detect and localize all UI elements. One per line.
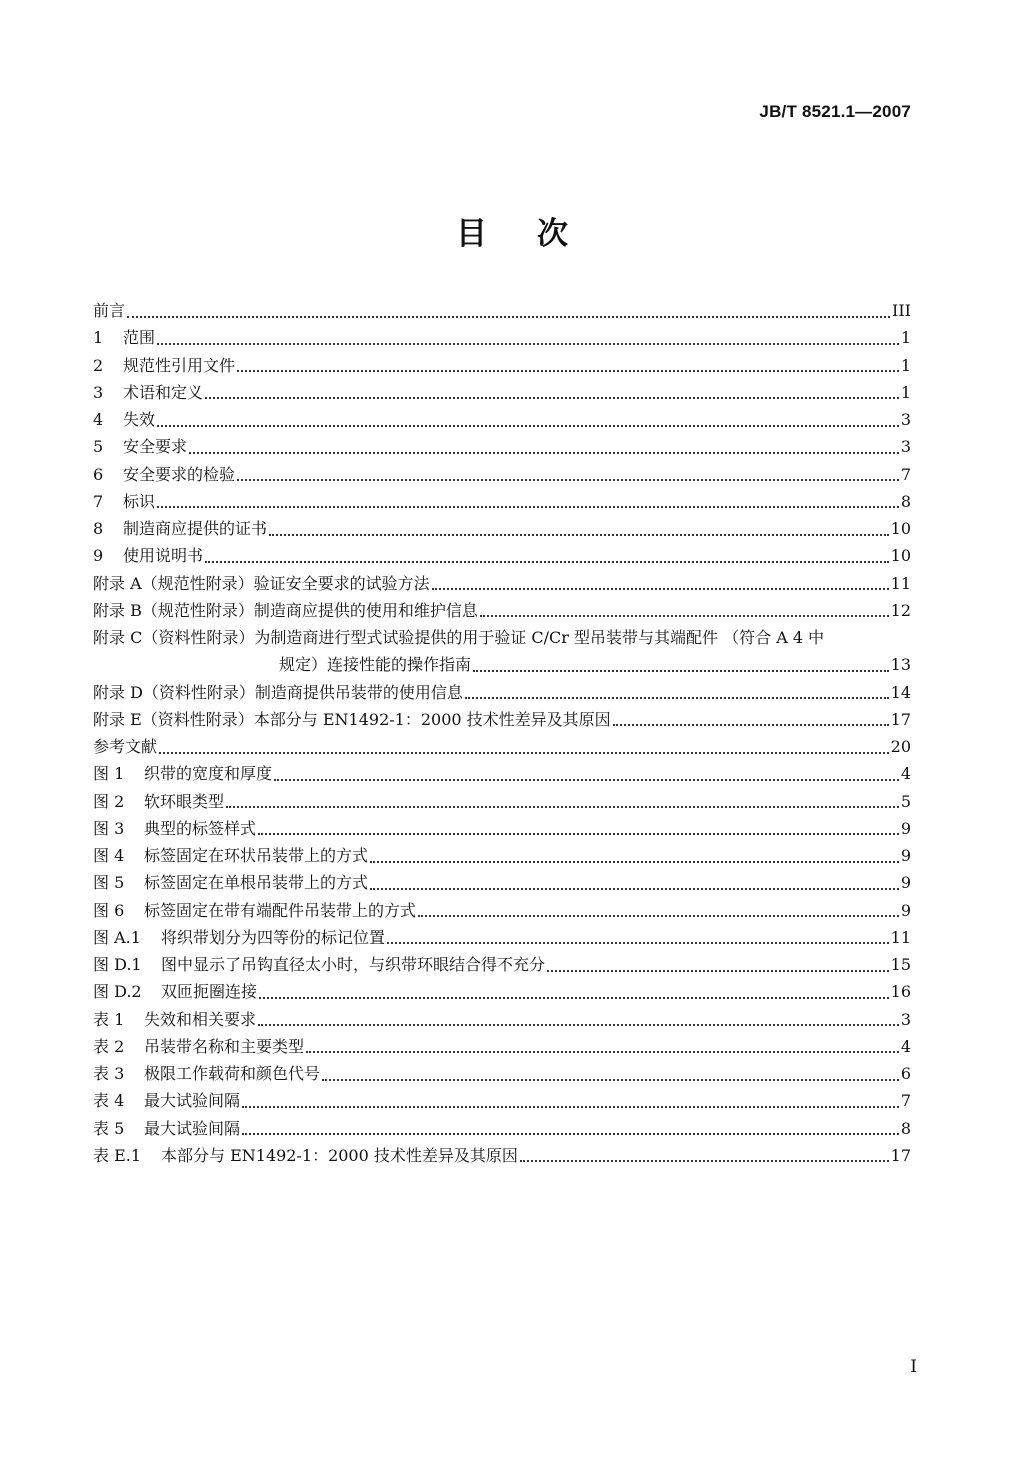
toc-entry-title: 标签固定在环状吊装带上的方式 <box>144 846 369 865</box>
toc-entry-title: 安全要求的检验 <box>123 464 236 484</box>
toc-entry-number: 图 4 <box>93 846 125 865</box>
toc-entry-number: 图 5 <box>93 873 125 893</box>
toc-entry <box>93 924 911 951</box>
table-of-contents <box>93 297 911 1169</box>
toc-entry-page: 3 <box>900 437 911 457</box>
leader-dots <box>159 752 889 754</box>
toc-entry-number: 2 <box>93 355 104 375</box>
toc-entry <box>93 815 911 842</box>
standard-code: JB/T 8521.1—2007 <box>759 102 911 121</box>
toc-entry-title: 参考文献 <box>93 737 158 756</box>
leader-dots <box>205 561 889 563</box>
toc-entry-number: 表 2 <box>93 1036 125 1056</box>
toc-entry-page: 9 <box>900 818 911 838</box>
toc-entry <box>93 597 911 624</box>
toc-entry-number: 表 1 <box>93 1009 125 1029</box>
toc-entry <box>93 379 911 406</box>
toc-entry-number: 表 3 <box>93 1064 125 1083</box>
leader-dots <box>322 1079 899 1081</box>
leader-dots <box>157 425 899 427</box>
toc-entry-title: 吊装带名称和主要类型 <box>144 1036 305 1056</box>
toc-entry-page: 1 <box>900 328 911 348</box>
toc-entry <box>93 679 911 706</box>
leader-dots <box>465 697 889 699</box>
toc-entry <box>93 1006 911 1033</box>
leader-dots <box>613 724 889 726</box>
toc-entry-title: 附录 D（资料性附录）制造商提供吊装带的使用信息 <box>93 682 463 702</box>
toc-entry-page: 10 <box>890 519 911 538</box>
toc-entry-page: 13 <box>890 655 911 675</box>
leader-dots <box>157 343 899 345</box>
toc-entry-number: 9 <box>93 546 104 566</box>
leader-dots <box>237 479 899 481</box>
toc-heading <box>0 208 1024 253</box>
toc-entry-number: 图 6 <box>93 900 125 920</box>
toc-entry <box>93 978 911 1005</box>
toc-entry-number: 3 <box>93 382 104 402</box>
toc-heading-right: 次 <box>537 216 568 252</box>
toc-entry-number: 图 2 <box>93 791 125 811</box>
toc-entry-page: 3 <box>900 410 911 429</box>
toc-entry-title: 附录 C（资料性附录）为制造商进行型式试验提供的用于验证 C/Cr 型吊装带与其端配件 （符合 A 4 中 <box>93 628 825 647</box>
toc-entry <box>93 624 911 679</box>
toc-entry-page: 4 <box>900 1036 911 1056</box>
toc-entry-page: 16 <box>890 982 911 1002</box>
toc-entry-page: 12 <box>890 600 911 620</box>
toc-entry <box>93 869 911 896</box>
toc-entry-number: 5 <box>93 437 104 457</box>
toc-entry <box>93 1142 911 1169</box>
toc-entry <box>93 488 911 515</box>
leader-dots <box>432 588 889 590</box>
toc-entry-title: 安全要求 <box>123 437 188 457</box>
toc-entry-number: 图 D.1 <box>93 955 142 974</box>
toc-entry-page: 11 <box>890 927 911 947</box>
toc-entry-title-cont: 规定）连接性能的操作指南 <box>279 655 472 675</box>
toc-entry <box>93 760 911 787</box>
toc-entry-title: 典型的标签样式 <box>144 818 257 838</box>
toc-entry-page: 5 <box>900 791 911 811</box>
toc-entry-number: 图 3 <box>93 818 125 838</box>
leader-dots <box>189 452 899 454</box>
toc-entry-page: 1 <box>900 382 911 402</box>
toc-entry-title: 织带的宽度和厚度 <box>144 764 273 784</box>
toc-entry-number: 表 E.1 <box>93 1145 142 1165</box>
toc-entry-title: 标签固定在单根吊装带上的方式 <box>144 873 369 893</box>
toc-entry <box>93 570 911 597</box>
toc-entry-title: 本部分与 EN1492-1：2000 技术性差异及其原因 <box>161 1145 518 1165</box>
toc-entry-number: 8 <box>93 519 104 538</box>
toc-entry-title: 附录 E（资料性附录）本部分与 EN1492-1：2000 技术性差异及其原因 <box>93 709 611 729</box>
toc-entry-number: 表 4 <box>93 1091 125 1111</box>
toc-entry-title: 软环眼类型 <box>144 791 225 811</box>
leader-dots <box>473 670 889 672</box>
leader-dots <box>370 861 899 863</box>
toc-entry-title: 规范性引用文件 <box>123 355 236 375</box>
toc-entry-page: 4 <box>900 764 911 784</box>
leader-dots <box>205 397 899 399</box>
toc-entry-page: 9 <box>900 900 911 920</box>
toc-entry-title: 标签固定在带有端配件吊装带上的方式 <box>144 900 417 920</box>
toc-entry <box>93 461 911 488</box>
toc-entry-title: 使用说明书 <box>123 546 204 566</box>
toc-entry-page: 7 <box>900 1091 911 1111</box>
toc-entry <box>93 706 911 733</box>
toc-entry-page: 11 <box>890 573 911 593</box>
toc-entry-title: 术语和定义 <box>123 382 204 402</box>
leader-dots <box>259 997 889 999</box>
toc-entry-number: 6 <box>93 464 104 484</box>
toc-entry <box>93 951 911 978</box>
leader-dots <box>274 779 899 781</box>
toc-entry-page: III <box>892 301 911 320</box>
toc-entry <box>93 842 911 869</box>
toc-entry-page: 9 <box>900 873 911 893</box>
toc-entry <box>93 1087 911 1114</box>
toc-entry-title: 前言 <box>93 301 126 320</box>
toc-entry <box>93 515 911 542</box>
toc-entry-page: 8 <box>900 1118 911 1138</box>
leader-dots <box>387 942 889 944</box>
leader-dots <box>547 970 889 972</box>
toc-entry-page: 3 <box>900 1009 911 1029</box>
leader-dots <box>258 833 899 835</box>
toc-entry-page: 8 <box>900 491 911 511</box>
toc-entry-number: 7 <box>93 491 104 511</box>
page-folio: I <box>910 1357 917 1377</box>
toc-entry <box>93 1060 911 1087</box>
toc-entry-number: 图 1 <box>93 764 125 784</box>
toc-entry <box>93 406 911 433</box>
leader-dots <box>258 1024 899 1026</box>
toc-entry-title: 最大试验间隔 <box>144 1118 241 1138</box>
leader-dots <box>520 1160 889 1162</box>
toc-entry-number: 图 A.1 <box>93 927 141 947</box>
toc-entry-page: 17 <box>890 1145 911 1165</box>
toc-entry-page: 17 <box>890 709 911 729</box>
leader-dots <box>226 806 899 808</box>
leader-dots <box>370 888 899 890</box>
leader-dots <box>242 1106 899 1108</box>
leader-dots <box>269 534 889 536</box>
toc-entry-number: 4 <box>93 410 104 429</box>
toc-entry <box>93 324 911 351</box>
toc-entry-title: 标识 <box>123 491 156 511</box>
toc-entry-title: 附录 B（规范性附录）制造商应提供的使用和维护信息 <box>93 600 478 620</box>
toc-entry-page: 7 <box>900 464 911 484</box>
toc-entry <box>93 297 911 324</box>
toc-entry <box>93 542 911 569</box>
toc-entry <box>93 352 911 379</box>
toc-entry <box>93 788 911 815</box>
toc-entry-page: 15 <box>890 955 911 974</box>
toc-entry <box>93 733 911 760</box>
toc-entry-title: 制造商应提供的证书 <box>123 519 268 538</box>
toc-entry-title: 双匝扼圈连接 <box>161 982 258 1002</box>
toc-entry <box>93 1033 911 1060</box>
leader-dots <box>242 1133 899 1135</box>
toc-entry-page: 9 <box>900 846 911 865</box>
toc-entry-page: 6 <box>900 1064 911 1083</box>
toc-entry-page: 10 <box>890 546 911 566</box>
toc-entry-page: 1 <box>900 355 911 375</box>
toc-entry-title: 将织带划分为四等份的标记位置 <box>161 927 386 947</box>
leader-dots <box>480 615 889 617</box>
toc-entry <box>93 897 911 924</box>
leader-dots <box>237 370 899 372</box>
leader-dots <box>306 1051 899 1053</box>
leader-dots <box>157 506 899 508</box>
toc-entry-page: 14 <box>890 682 911 702</box>
toc-entry-page: 20 <box>890 737 911 756</box>
toc-entry-title: 极限工作载荷和颜色代号 <box>144 1064 321 1083</box>
leader-dots <box>418 915 899 917</box>
toc-entry-title: 附录 A（规范性附录）验证安全要求的试验方法 <box>93 573 430 593</box>
toc-entry-number: 图 D.2 <box>93 982 142 1002</box>
toc-entry-title: 失效 <box>123 410 156 429</box>
toc-heading-left: 目 <box>456 216 487 252</box>
toc-entry-title: 最大试验间隔 <box>144 1091 241 1111</box>
toc-entry-title: 图中显示了吊钩直径太小时，与织带环眼结合得不充分 <box>161 955 546 974</box>
toc-entry-title: 范围 <box>123 328 156 348</box>
leader-dots <box>127 316 890 318</box>
toc-entry-number: 1 <box>93 328 104 348</box>
toc-entry-number: 表 5 <box>93 1118 125 1138</box>
toc-entry-title: 失效和相关要求 <box>144 1009 257 1029</box>
toc-entry <box>93 433 911 460</box>
toc-entry <box>93 1115 911 1142</box>
